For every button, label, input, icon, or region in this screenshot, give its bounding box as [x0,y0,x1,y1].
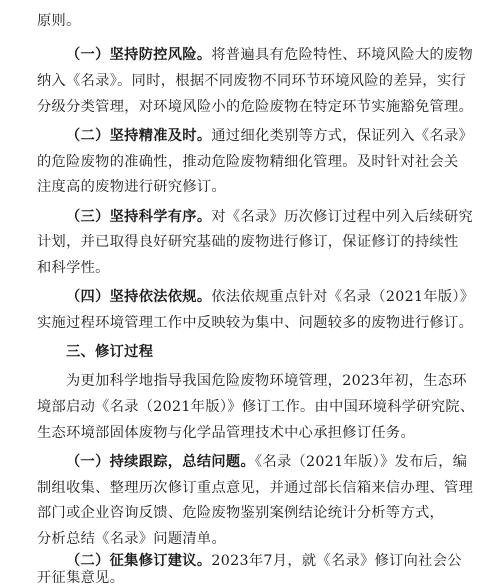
line-text: 对《名录》历次修订过程中列入后续研究 [211,209,474,225]
section-heading-text: 三、修订过程 [66,344,154,360]
line-text: 计划，并已取得良好研究基础的废物进行修订，保证修订的持续性 [37,234,459,250]
text-line [37,71,466,91]
line-text: 分级分类管理，对环境风险小的危险废物在特定环节实施豁免管理。 [37,99,474,115]
paragraph-lead: （二）征集修订建议。 [66,553,212,569]
line-text: 将普遍具有危险特性、环境风险大的废物 [211,47,474,63]
line-text: 的危险废物的准确性，推动危险废物精细化管理。及时针对社会关 [37,154,459,170]
line-text: 境部启动《名录（2021年版）》修订工作。由中国环境科学研究院、 [37,399,475,415]
paragraph-heading-line [66,551,462,571]
section-heading [66,342,153,362]
paragraph-lead: （四）坚持依法依规。 [66,289,212,305]
line-text: 《名录（2021年版）》发布后，编 [255,454,468,470]
line-text: 部门或企业咨询反馈、危险废物鉴别案例结论统计分析等方式， [37,505,445,521]
text-line [37,397,474,417]
text-line [37,568,124,588]
paragraph-lead: （三）坚持科学有序。 [66,209,212,225]
text-line [37,503,444,523]
text-line [37,423,415,443]
line-text: 注度高的废物进行研究修订。 [37,179,226,195]
text-line [37,313,473,333]
text-line [66,371,467,391]
line-text: 制组收集、整理历次修订重点意见，并通过部长信箱来信办理、管理 [37,480,474,496]
paragraph-lead: （一）坚持防控风险。 [66,47,212,63]
text-line [37,529,226,549]
line-text: 纳入《名录》。同时，根据不同废物不同环节环境风险的差异，实行 [37,73,467,89]
line-text: 原则。 [37,13,81,29]
text-line [37,152,459,172]
line-text: 实施过程环境管理工作中反映较为集中、问题较多的废物进行修订。 [37,315,474,331]
paragraph-heading-line [66,126,473,146]
line-text: 和科学性。 [37,260,110,276]
paragraph-lead: （二）坚持精准及时。 [66,128,212,144]
text-line [37,258,110,278]
text-line [37,11,81,31]
text-line [37,177,226,197]
text-line [37,97,473,117]
text-line [37,232,459,252]
paragraph-heading-line [66,45,473,65]
line-text: 2023年7月，就《名录》修订向社会公 [211,553,462,569]
line-text: 开征集意见。 [37,570,125,586]
paragraph-heading-line [66,452,467,472]
line-text: 分析总结《名录》问题清单。 [37,531,226,547]
line-text: 依法依规重点针对《名录（2021年版）》 [211,289,475,305]
paragraph-lead: （一）持续跟踪，总结问题。 [66,454,255,470]
line-text: 生态环境部固体废物与化学品管理技术中心承担修订任务。 [37,425,415,441]
text-line [37,478,473,498]
paragraph-heading-line [66,207,473,227]
line-text: 通过细化类别等方式，保证列入《名录》 [211,128,474,144]
line-text: 为更加科学地指导我国危险废物环境管理，2023年初，生态环 [66,373,467,389]
paragraph-heading-line [66,287,474,307]
